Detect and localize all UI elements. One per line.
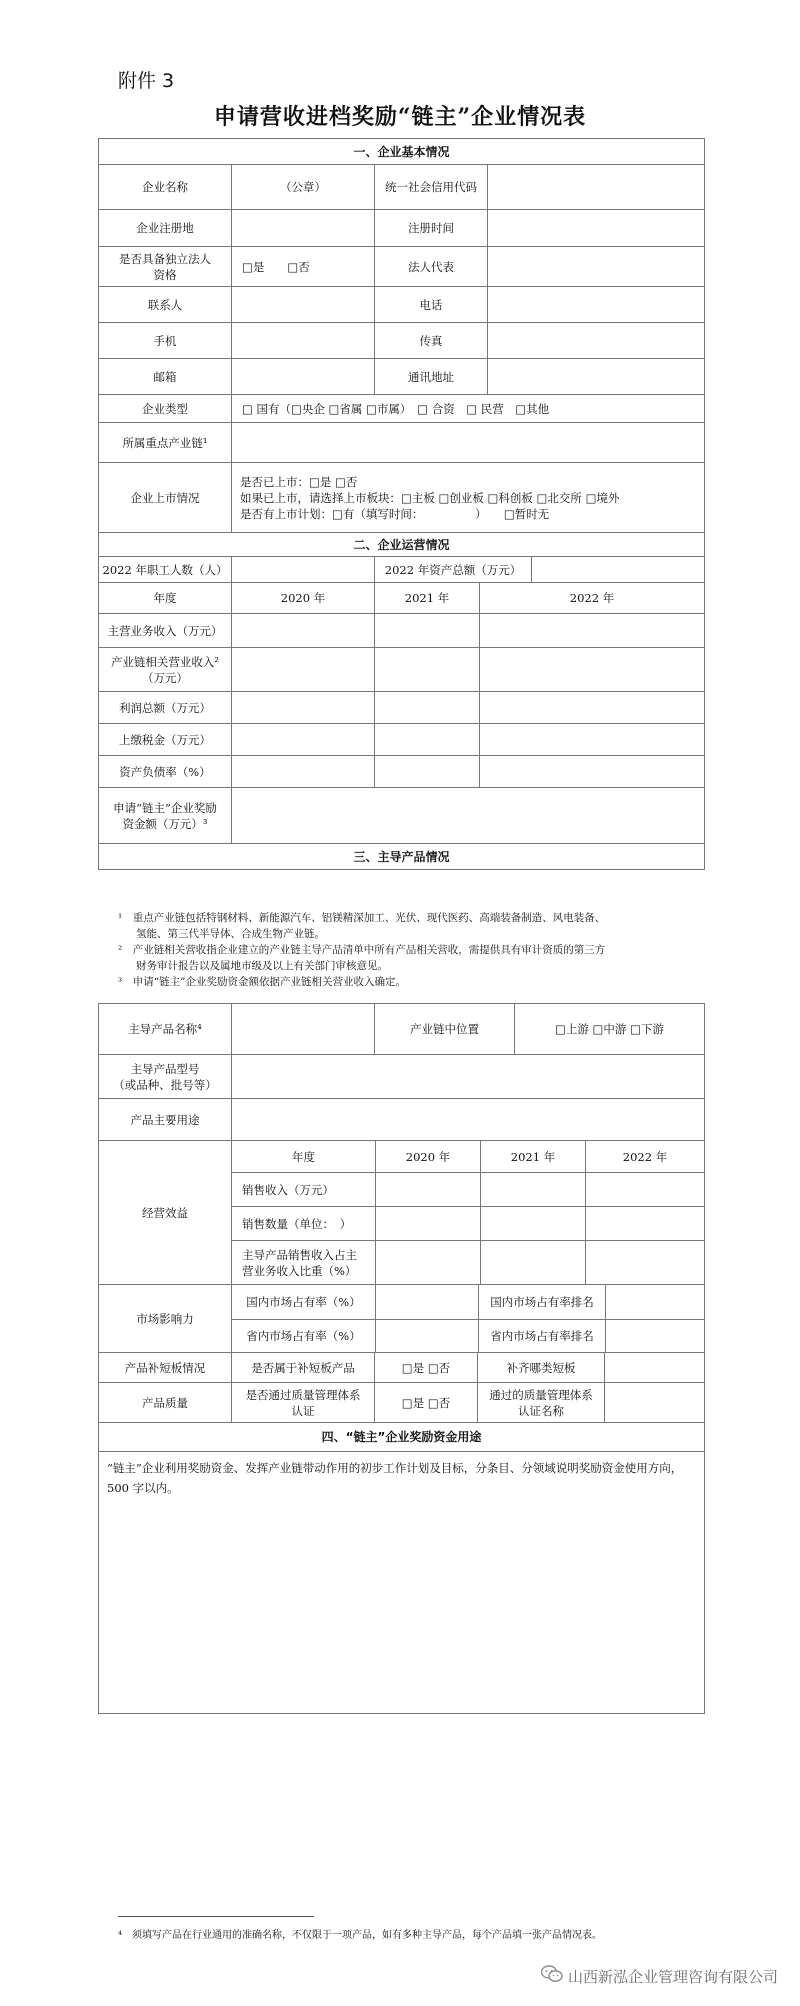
label-domestic-rank: 国内市场占有率排名 <box>478 1285 605 1319</box>
tax-2020[interactable] <box>231 724 374 755</box>
benefit-2021-header: 2021 年 <box>480 1141 585 1172</box>
revenue-ratio-2020[interactable] <box>375 1241 480 1284</box>
provincial-rank-field[interactable] <box>605 1320 704 1352</box>
reg-time-field[interactable] <box>487 210 704 246</box>
main-revenue-2020[interactable] <box>231 614 374 647</box>
legal-person-checkboxes[interactable]: □是 □否 <box>231 247 374 286</box>
sales-quantity-2020[interactable] <box>375 1207 480 1240</box>
mobile-field[interactable] <box>231 323 374 358</box>
sales-revenue-2022[interactable] <box>585 1173 704 1206</box>
chain-revenue-2022[interactable] <box>479 648 704 691</box>
seal-field[interactable]: （公章） <box>231 165 374 209</box>
label-product-model: 主导产品型号 （或品种、批号等） <box>113 1061 217 1092</box>
enterprise-type-checkboxes[interactable]: □ 国有（□央企 □省属 □市属） □ 合资 □ 民营 □其他 <box>231 395 704 422</box>
label-business-benefit: 经营效益 <box>142 1205 188 1220</box>
label-shortboard: 产品补短板情况 <box>124 1360 206 1375</box>
label-reg-time: 注册时间 <box>374 210 487 246</box>
sales-revenue-2021[interactable] <box>480 1173 585 1206</box>
label-product-quality: 产品质量 <box>142 1395 188 1410</box>
qms-checkboxes[interactable]: □是 □否 <box>374 1383 477 1422</box>
product-usage-field[interactable] <box>231 1099 704 1140</box>
section-3-heading: 三、主导产品情况 <box>353 849 450 864</box>
label-industry-chain: 所属重点产业链¹ <box>122 435 208 450</box>
watermark-text: 山西新泓企业管理咨询有限公司 <box>567 1967 778 1986</box>
section-1-heading: 一、企业基本情况 <box>353 144 450 159</box>
label-domestic-share: 国内市场占有率（%） <box>246 1295 361 1309</box>
award-amount-field[interactable] <box>231 788 704 843</box>
fax-field[interactable] <box>487 323 704 358</box>
sales-quantity-2021[interactable] <box>480 1207 585 1240</box>
address-field[interactable] <box>487 359 704 394</box>
product-info-table <box>98 1003 705 1714</box>
section-4-heading: 四、“链主”企业奖励资金用途 <box>321 1430 482 1444</box>
label-mobile: 手机 <box>153 333 177 348</box>
chain-position-checkboxes[interactable]: □上游 □中游 □下游 <box>514 1004 704 1054</box>
footnote-2-line-2: 财务审计报告以及属地市级及以上有关部门审核意见。 <box>136 960 388 972</box>
year-2021-header: 2021 年 <box>374 583 479 613</box>
credit-code-field[interactable] <box>487 165 704 209</box>
label-listing-status: 企业上市情况 <box>130 490 200 505</box>
watermark <box>541 1965 778 1987</box>
label-qms-certified: 是否通过质量管理体系 认证 <box>231 1383 374 1422</box>
label-legal-person: 是否具备独立法人 资格 <box>119 251 211 282</box>
footnote-1-line-2: 氢能、第三代半导体、合成生物产业链。 <box>136 928 325 940</box>
main-revenue-2021[interactable] <box>374 614 479 647</box>
label-which-shortboard: 补齐哪类短板 <box>477 1353 604 1382</box>
provincial-share-field[interactable] <box>375 1320 478 1352</box>
label-is-shortboard: 是否属于补短板产品 <box>231 1353 374 1382</box>
label-market-influence: 市场影响力 <box>136 1311 194 1326</box>
label-total-profit: 利润总额（万元） <box>119 700 211 715</box>
debt-ratio-2020[interactable] <box>231 756 374 787</box>
phone-field[interactable] <box>487 287 704 322</box>
footnote-2-line-1: ² 产业链相关营收指企业建立的产业链主导产品清单中所有产品相关营收，需提供具有审计资质的第三方 <box>118 944 606 956</box>
domestic-share-field[interactable] <box>375 1285 478 1319</box>
fund-usage-instruction: “链主”企业利用奖励资金、发挥产业链带动作用的初步工作计划及目标，分条目、分领域说明奖励资金使用方向，500 字以内。 <box>107 1461 683 1495</box>
enterprise-info-table <box>98 138 705 870</box>
legal-rep-field[interactable] <box>487 247 704 286</box>
label-enterprise-type: 企业类型 <box>142 401 188 416</box>
benefit-2022-header: 2022 年 <box>585 1141 704 1172</box>
label-address: 通讯地址 <box>374 359 487 394</box>
year-2022-header: 2022 年 <box>479 583 704 613</box>
label-email: 邮箱 <box>153 369 177 384</box>
tax-2022[interactable] <box>479 724 704 755</box>
email-field[interactable] <box>231 359 374 394</box>
fund-usage-field[interactable] <box>99 1452 704 1713</box>
label-product-usage: 产品主要用途 <box>130 1112 200 1127</box>
profit-2021[interactable] <box>374 692 479 723</box>
label-chain-revenue: 产业链相关营业收入² （万元） <box>110 654 220 685</box>
revenue-ratio-2022[interactable] <box>585 1241 704 1284</box>
label-provincial-rank: 省内市场占有率排名 <box>478 1320 605 1352</box>
label-chain-position: 产业链中位置 <box>374 1004 514 1054</box>
domestic-rank-field[interactable] <box>605 1285 704 1319</box>
staff-count-field[interactable] <box>231 557 374 582</box>
profit-2022[interactable] <box>479 692 704 723</box>
label-tax-paid: 上缴税金（万元） <box>119 732 211 747</box>
label-qms-name: 通过的质量管理体系 认证名称 <box>477 1383 604 1422</box>
profit-2020[interactable] <box>231 692 374 723</box>
revenue-ratio-2021[interactable] <box>480 1241 585 1284</box>
sales-revenue-2020[interactable] <box>375 1173 480 1206</box>
label-award-amount: 申请“链主”企业奖励 资金额（万元）³ <box>113 800 217 831</box>
footnote-1-line-1: ¹ 重点产业链包括特钢材料、新能源汽车、铝镁精深加工、光伏、现代医药、高端装备制造、风电装备、 <box>118 912 606 924</box>
label-sales-quantity: 销售数量（单位： ） <box>242 1216 352 1231</box>
label-debt-ratio: 资产负债率（%） <box>119 764 211 779</box>
qms-name-field[interactable] <box>604 1383 704 1422</box>
label-main-revenue: 主营业务收入（万元） <box>107 623 223 638</box>
sales-quantity-2022[interactable] <box>585 1207 704 1240</box>
chain-revenue-2021[interactable] <box>374 648 479 691</box>
which-shortboard-field[interactable] <box>604 1353 704 1382</box>
label-legal-rep: 法人代表 <box>374 247 487 286</box>
footnote-4: ⁴ 须填写产品在行业通用的准确名称，不仅限于一项产品，如有多种主导产品，每个产品填一张产品情况表。 <box>118 1930 603 1941</box>
label-product-name: 主导产品名称⁴ <box>128 1022 202 1036</box>
debt-ratio-2021[interactable] <box>374 756 479 787</box>
contact-field[interactable] <box>231 287 374 322</box>
main-revenue-2022[interactable] <box>479 614 704 647</box>
product-name-field[interactable] <box>231 1004 374 1054</box>
benefit-year-header: 年度 <box>292 1149 315 1164</box>
year-2020-header: 2020 年 <box>231 583 374 613</box>
debt-ratio-2022[interactable] <box>479 756 704 787</box>
label-sales-revenue: 销售收入（万元） <box>242 1182 334 1197</box>
product-model-field[interactable] <box>231 1055 704 1098</box>
label-total-assets: 2022 年资产总额（万元） <box>374 557 531 582</box>
chain-revenue-2020[interactable] <box>231 648 374 691</box>
benefit-2020-header: 2020 年 <box>375 1141 480 1172</box>
footnotes <box>118 910 698 990</box>
label-contact: 联系人 <box>147 297 183 312</box>
footnote-divider <box>118 1916 314 1917</box>
label-phone: 电话 <box>374 287 487 322</box>
tax-2021[interactable] <box>374 724 479 755</box>
label-reg-place: 企业注册地 <box>136 221 194 235</box>
wechat-icon <box>541 1965 563 1987</box>
label-revenue-ratio: 主导产品销售收入占主 营业务收入比重（%） <box>242 1247 357 1278</box>
label-enterprise-name: 企业名称 <box>142 180 188 194</box>
shortboard-checkboxes[interactable]: □是 □否 <box>374 1353 477 1382</box>
year-header: 年度 <box>153 591 177 605</box>
footnote-3: ³ 申请“链主”企业奖励资金额依据产业链相关营业收入确定。 <box>118 976 406 988</box>
industry-chain-field[interactable] <box>231 423 704 462</box>
annex-label: 附件 3 <box>118 70 175 92</box>
label-credit-code: 统一社会信用代码 <box>374 165 487 209</box>
label-fax: 传真 <box>374 323 487 358</box>
label-provincial-share: 省内市场占有率（%） <box>246 1329 361 1343</box>
listing-options[interactable]: 是否已上市：□是 □否 如果已上市，请选择上市板块：□主板 □创业板 □科创板 □北交所 □境外 是否有上市计划：□有（填写时间： ） □暂时无 <box>231 463 704 532</box>
section-2-heading: 二、企业运营情况 <box>353 537 450 552</box>
reg-place-field[interactable] <box>231 210 374 246</box>
form-title: 申请营收进档奖励“链主”企业情况表 <box>213 104 587 130</box>
label-staff-count: 2022 年职工人数（人） <box>102 562 228 577</box>
benefit-subtable <box>231 1141 704 1284</box>
total-assets-field[interactable] <box>531 557 704 582</box>
market-subtable <box>231 1285 704 1352</box>
